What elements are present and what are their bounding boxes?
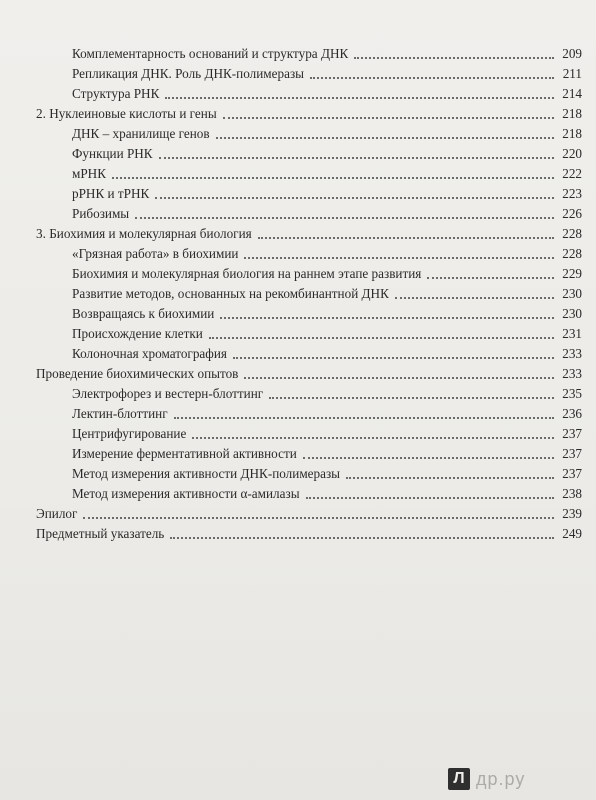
- toc-leader-dots: [354, 57, 554, 59]
- toc-entry[interactable]: [72, 342, 582, 362]
- toc-entry[interactable]: [72, 262, 582, 282]
- toc-entry[interactable]: [72, 62, 582, 82]
- toc-leader-dots: [159, 157, 554, 159]
- toc-entry-page: 214: [562, 86, 582, 101]
- toc-leader-dots: [244, 377, 554, 379]
- toc-entry-page: 237: [562, 426, 582, 441]
- toc-entry-page: 233: [562, 346, 582, 361]
- toc-entry-title: Лектин-блоттинг: [72, 406, 168, 421]
- toc-entry-title: Комплементарность оснований и структура ДНК: [72, 46, 349, 61]
- toc-entry-page: 209: [562, 46, 582, 61]
- toc-entry-title: 2. Нуклеиновые кислоты и гены: [36, 106, 217, 121]
- toc-entry-title: ДНК – хранилище генов: [72, 126, 210, 141]
- toc-entry-page: 233: [562, 366, 582, 381]
- toc-leader-dots: [223, 117, 554, 119]
- toc-leader-dots: [112, 177, 554, 179]
- toc-leader-dots: [83, 517, 554, 519]
- toc-entry-page: 222: [562, 166, 582, 181]
- toc-entry-title: Измерение ферментативной активности: [72, 446, 297, 461]
- toc-leader-dots: [258, 237, 554, 239]
- toc-leader-dots: [174, 417, 554, 419]
- toc-entry-page: 218: [562, 106, 582, 121]
- toc-entry-page: 236: [562, 406, 582, 421]
- toc-entry-page: 229: [562, 266, 582, 281]
- toc-leader-dots: [269, 397, 554, 399]
- toc-entry-title: Электрофорез и вестерн-блоттинг: [72, 386, 264, 401]
- toc-entry-page: 235: [562, 386, 582, 401]
- toc-section-entry[interactable]: [36, 502, 582, 522]
- toc-entry-page: 237: [562, 466, 582, 481]
- toc-entry[interactable]: [72, 482, 582, 502]
- toc-leader-dots: [303, 457, 554, 459]
- toc-entry-title: Предметный указатель: [36, 526, 165, 541]
- toc-entry-page: 220: [562, 146, 582, 161]
- toc-leader-dots: [395, 297, 554, 299]
- toc-leader-dots: [244, 257, 554, 259]
- toc-entry-page: 230: [562, 306, 582, 321]
- toc-entry-title: Происхождение клетки: [72, 326, 203, 341]
- toc-entry-title: Метод измерения активности α-амилазы: [72, 486, 300, 501]
- toc-leader-dots: [427, 277, 554, 279]
- toc-entry[interactable]: [72, 302, 582, 322]
- toc-leader-dots: [306, 497, 554, 499]
- toc-entry-title: Метод измерения активности ДНК-полимеразы: [72, 466, 341, 481]
- toc-leader-dots: [165, 97, 554, 99]
- toc-entry-title: Эпилог: [36, 506, 78, 521]
- toc-entry[interactable]: [72, 42, 582, 62]
- toc-leader-dots: [155, 197, 554, 199]
- toc-entry[interactable]: [72, 162, 582, 182]
- toc-entry-page: 249: [562, 526, 582, 541]
- toc-entry[interactable]: [72, 142, 582, 162]
- toc-entry-title: «Грязная работа» в биохимии: [72, 246, 239, 261]
- toc-entry-title: Репликация ДНК. Роль ДНК-полимеразы: [72, 66, 305, 81]
- toc-leader-dots: [135, 217, 554, 219]
- toc-leader-dots: [220, 317, 554, 319]
- watermark-text: др.ру: [476, 768, 526, 789]
- toc-entry-title: рРНК и тРНК: [72, 186, 150, 201]
- toc-section-entry[interactable]: [36, 362, 582, 382]
- toc-leader-dots: [216, 137, 554, 139]
- toc-leader-dots: [209, 337, 554, 339]
- toc-entry-page: 231: [562, 326, 582, 341]
- toc-entry-page: 239: [562, 506, 582, 521]
- toc-entry-title: Структура РНК: [72, 86, 160, 101]
- toc-entry-page: 218: [562, 126, 582, 141]
- toc-entry-page: 226: [562, 206, 582, 221]
- toc-leader-dots: [310, 77, 554, 79]
- toc-entry-title: мРНК: [72, 166, 106, 181]
- toc-chapter-entry[interactable]: [36, 102, 582, 122]
- toc-entry-page: 237: [562, 446, 582, 461]
- toc-entry-title: 3. Биохимия и молекулярная биология: [36, 226, 252, 241]
- toc-entry-title: Функции РНК: [72, 146, 153, 161]
- toc-entry-page: 228: [562, 246, 582, 261]
- toc-entry-page: 211: [562, 66, 582, 81]
- toc-section-entry[interactable]: [36, 522, 582, 542]
- toc-entry[interactable]: [72, 282, 582, 302]
- watermark: [448, 764, 596, 794]
- toc-entry[interactable]: [72, 122, 582, 142]
- toc-entry[interactable]: [72, 322, 582, 342]
- toc-leader-dots: [170, 537, 554, 539]
- toc-entry-page: 228: [562, 226, 582, 241]
- toc-entry[interactable]: [72, 382, 582, 402]
- toc-entry-title: Центрифугирование: [72, 426, 187, 441]
- toc-chapter-entry[interactable]: [36, 222, 582, 242]
- toc-entry-title: Развитие методов, основанных на рекомбинантной ДНК: [72, 286, 389, 301]
- toc-entry[interactable]: [72, 82, 582, 102]
- toc-entry-title: Проведение биохимических опытов: [36, 366, 239, 381]
- toc-entry-page: 238: [562, 486, 582, 501]
- labirint-logo-icon: Л: [448, 768, 470, 790]
- toc-entry-title: Биохимия и молекулярная биология на раннем этапе развития: [72, 266, 422, 281]
- toc-leader-dots: [346, 477, 554, 479]
- toc-entry[interactable]: [72, 402, 582, 422]
- toc-entry-title: Рибозимы: [72, 206, 130, 221]
- toc-entry[interactable]: [72, 422, 582, 442]
- toc-leader-dots: [192, 437, 554, 439]
- toc-entry-page: 230: [562, 286, 582, 301]
- toc-entry[interactable]: [72, 182, 582, 202]
- toc-entry[interactable]: [72, 462, 582, 482]
- toc-entry[interactable]: [72, 242, 582, 262]
- toc-entry[interactable]: [72, 442, 582, 462]
- toc-entry-title: Колоночная хроматография: [72, 346, 227, 361]
- toc-leader-dots: [233, 357, 554, 359]
- toc-entry-title: Возвращаясь к биохимии: [72, 306, 215, 321]
- toc-entry[interactable]: [72, 202, 582, 222]
- toc-entry-page: 223: [562, 186, 582, 201]
